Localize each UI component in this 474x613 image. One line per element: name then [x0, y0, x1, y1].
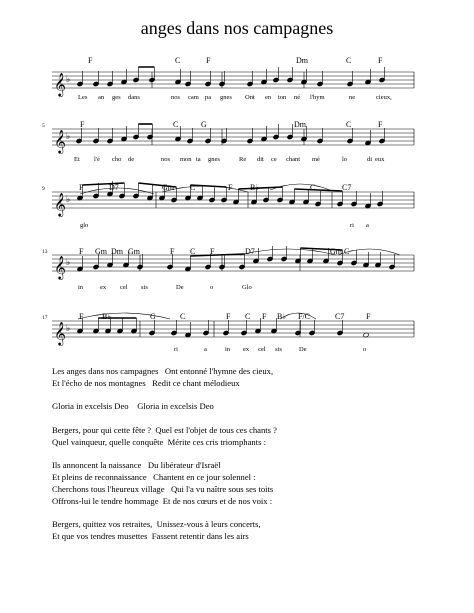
lyric-syllable: ri [350, 222, 354, 229]
chord-symbol: Dm [111, 247, 123, 256]
lyric-syllable: né [294, 94, 301, 101]
lyric-syllable: cel [258, 346, 266, 353]
chord-symbol: C [245, 312, 251, 321]
treble-clef-icon: 𝄞 [54, 255, 66, 279]
measure-number: 13 [42, 249, 48, 255]
lyric-syllable: mé [312, 156, 320, 163]
lyric-syllable: Glo [242, 284, 252, 291]
lyric-syllable: ex [243, 346, 250, 353]
lyric-syllable: ce [271, 156, 277, 163]
flat-icon: ♭ [66, 324, 71, 334]
measure-number: 9 [42, 186, 45, 192]
lyric-syllable: nos [171, 94, 181, 101]
chord-symbol: C [344, 247, 350, 256]
lyric-syllable: Ont [245, 94, 255, 101]
lyric-syllable: sis [275, 346, 282, 353]
beam [190, 254, 244, 256]
chord-symbol: F [210, 247, 215, 256]
chord-symbol: C [190, 247, 196, 256]
treble-clef-icon: 𝄞 [54, 192, 66, 216]
lyric-syllable: nos [161, 156, 171, 163]
lyric-syllable: Re [239, 156, 247, 163]
verse-line: Gloria in excelsis Deo Gloria in excelsis Deo [52, 401, 214, 412]
lyric-syllable: dans [128, 94, 140, 101]
measure-number: 17 [42, 315, 48, 321]
lyric-syllable: in [225, 346, 231, 353]
lyric-syllable: an [98, 94, 105, 101]
chord-symbol: Gm [162, 183, 174, 192]
lyric-syllable: chant [286, 156, 301, 163]
lyric-syllable: De [176, 284, 184, 291]
lyric-syllable: ri [174, 346, 178, 353]
verse-stanza [52, 425, 452, 449]
lyric-syllable: De [299, 346, 307, 353]
lyric-syllable: Et [74, 156, 80, 163]
chord-symbol: Gm [330, 247, 342, 256]
verse-stanza [52, 460, 452, 507]
chord-symbol: F/C [298, 312, 311, 321]
chord-symbol: C [346, 120, 352, 129]
staff-system [42, 181, 414, 229]
lyric-syllable: gnes [220, 94, 232, 101]
lyric-syllable: sis [141, 284, 148, 291]
flat-icon: ♭ [66, 75, 71, 85]
verse-line: Cherchons tous l'heureux village Qui l'a vu naître sous ses toits [52, 483, 274, 494]
chord-symbol: F [80, 120, 85, 129]
lyric-syllable: de [128, 156, 135, 163]
chord-symbol: F [206, 56, 211, 65]
lyric-syllable: l'é [94, 156, 100, 163]
staff-system [52, 56, 414, 101]
treble-clef-icon: 𝄞 [54, 321, 66, 345]
chord-symbol: F [262, 312, 267, 321]
lyric-syllable: glo [80, 222, 89, 229]
chord-symbol: F [79, 312, 84, 321]
chord-symbol: F [79, 183, 84, 192]
chord-symbol: C [346, 56, 352, 65]
chord-symbol: D7 [109, 183, 119, 192]
lyric-syllable: pa [205, 94, 212, 101]
lyric-syllable: o [210, 284, 214, 291]
staff-system [42, 246, 414, 291]
chord-symbol: Gm [95, 247, 107, 256]
verse-line: Bergers, quittez vos retraites, Unissez-vous à leurs concerts, [52, 519, 261, 530]
staff-system [42, 120, 414, 163]
flat-icon: ♭ [66, 258, 71, 268]
measure-number: 5 [42, 123, 45, 129]
chord-symbol: F [366, 312, 371, 321]
lyric-syllable: a [366, 222, 369, 229]
chord-symbol: C [190, 183, 196, 192]
chord-symbol: C [310, 183, 316, 192]
lyric-syllable: gnes [208, 156, 220, 163]
beam [294, 189, 342, 191]
chord-symbol: F [378, 120, 383, 129]
verse-line: Et que vos tendres musettes Fassent retentir dans les airs [52, 531, 249, 542]
treble-clef-icon: 𝄞 [54, 129, 66, 153]
lyric-syllable: a [204, 346, 207, 353]
verse-line: Bergers, pour qui cette fête ? Quel est l'objet de tous ces chants ? [52, 424, 277, 435]
verse-line: Et pleins de reconnaissance Chantent en ce jour solennel : [52, 472, 256, 483]
chord-symbol: C7 [342, 183, 352, 192]
chord-symbol: C7 [335, 312, 345, 321]
chord-symbol: C [180, 312, 186, 321]
lyric-syllable: ne [349, 94, 356, 101]
chord-symbol: B♭ [102, 312, 112, 321]
chord-symbol: C [173, 120, 179, 129]
lyric-syllable: eux [375, 156, 385, 163]
chord-symbol: Dm [294, 120, 306, 129]
chord-symbol: D7 [245, 247, 255, 256]
chord-symbol: F [88, 56, 93, 65]
verse-line: Et l'écho de nos montagnes Redit ce chant mélodieux [52, 377, 240, 388]
lyric-syllable: ton [278, 94, 287, 101]
chord-symbol: G [201, 120, 207, 129]
chord-symbol: F [226, 312, 231, 321]
lyric-syllable: dit [257, 156, 264, 163]
verse-line: Ils annoncent la naissance Du libérateur d'Israël [52, 460, 221, 471]
lyric-syllable: en [265, 94, 272, 101]
staff-system [42, 312, 414, 353]
page-title: anges dans nos campagnes [140, 18, 334, 38]
lyric-syllable: cho [112, 156, 122, 163]
chord-symbol: Gm [128, 247, 140, 256]
chord-symbol: B♭ [277, 312, 287, 321]
verses-text [52, 366, 452, 555]
flat-icon: ♭ [66, 195, 71, 205]
lyric-syllable: l'hym [310, 94, 325, 101]
lyric-syllable: mon [180, 156, 192, 163]
lyric-syllable: ges [112, 94, 121, 101]
verse-line: Quel vainqueur, quelle conquête Mérite ces cris triomphants : [52, 436, 266, 447]
lyric-syllable: cel [120, 284, 128, 291]
treble-clef-icon: 𝄞 [54, 72, 66, 96]
lyric-syllable: ta [196, 156, 201, 163]
chord-symbol: B♭ [250, 183, 260, 192]
chord-symbol: Dm [296, 56, 308, 65]
chord-symbol: G [150, 312, 156, 321]
chord-symbol: F [79, 247, 84, 256]
lyric-syllable: in [78, 284, 84, 291]
chord-symbol: F [228, 183, 233, 192]
lyric-syllable: ex [100, 284, 107, 291]
flat-icon: ♭ [66, 132, 71, 142]
lyric-syllable: lo [342, 156, 348, 163]
lyric-syllable: cieux, [376, 94, 392, 101]
lyric-syllable: di [367, 156, 373, 163]
chord-symbol: C [175, 56, 181, 65]
verse-stanza [52, 366, 452, 390]
verse-line: Offrons-lui le tendre hommage Et de nos cœurs et de nos voix : [52, 495, 273, 506]
verse-stanza [52, 401, 452, 413]
verse-line: Les anges dans nos campagnes Ont entonné l'hymne des cieux, [52, 366, 274, 376]
chord-symbol: F [378, 56, 383, 65]
lyric-syllable: o [363, 346, 367, 353]
verse-stanza [52, 519, 452, 543]
chord-symbol: F [170, 247, 175, 256]
lyric-syllable: cam [188, 94, 199, 101]
lyric-syllable: Les [78, 94, 88, 101]
